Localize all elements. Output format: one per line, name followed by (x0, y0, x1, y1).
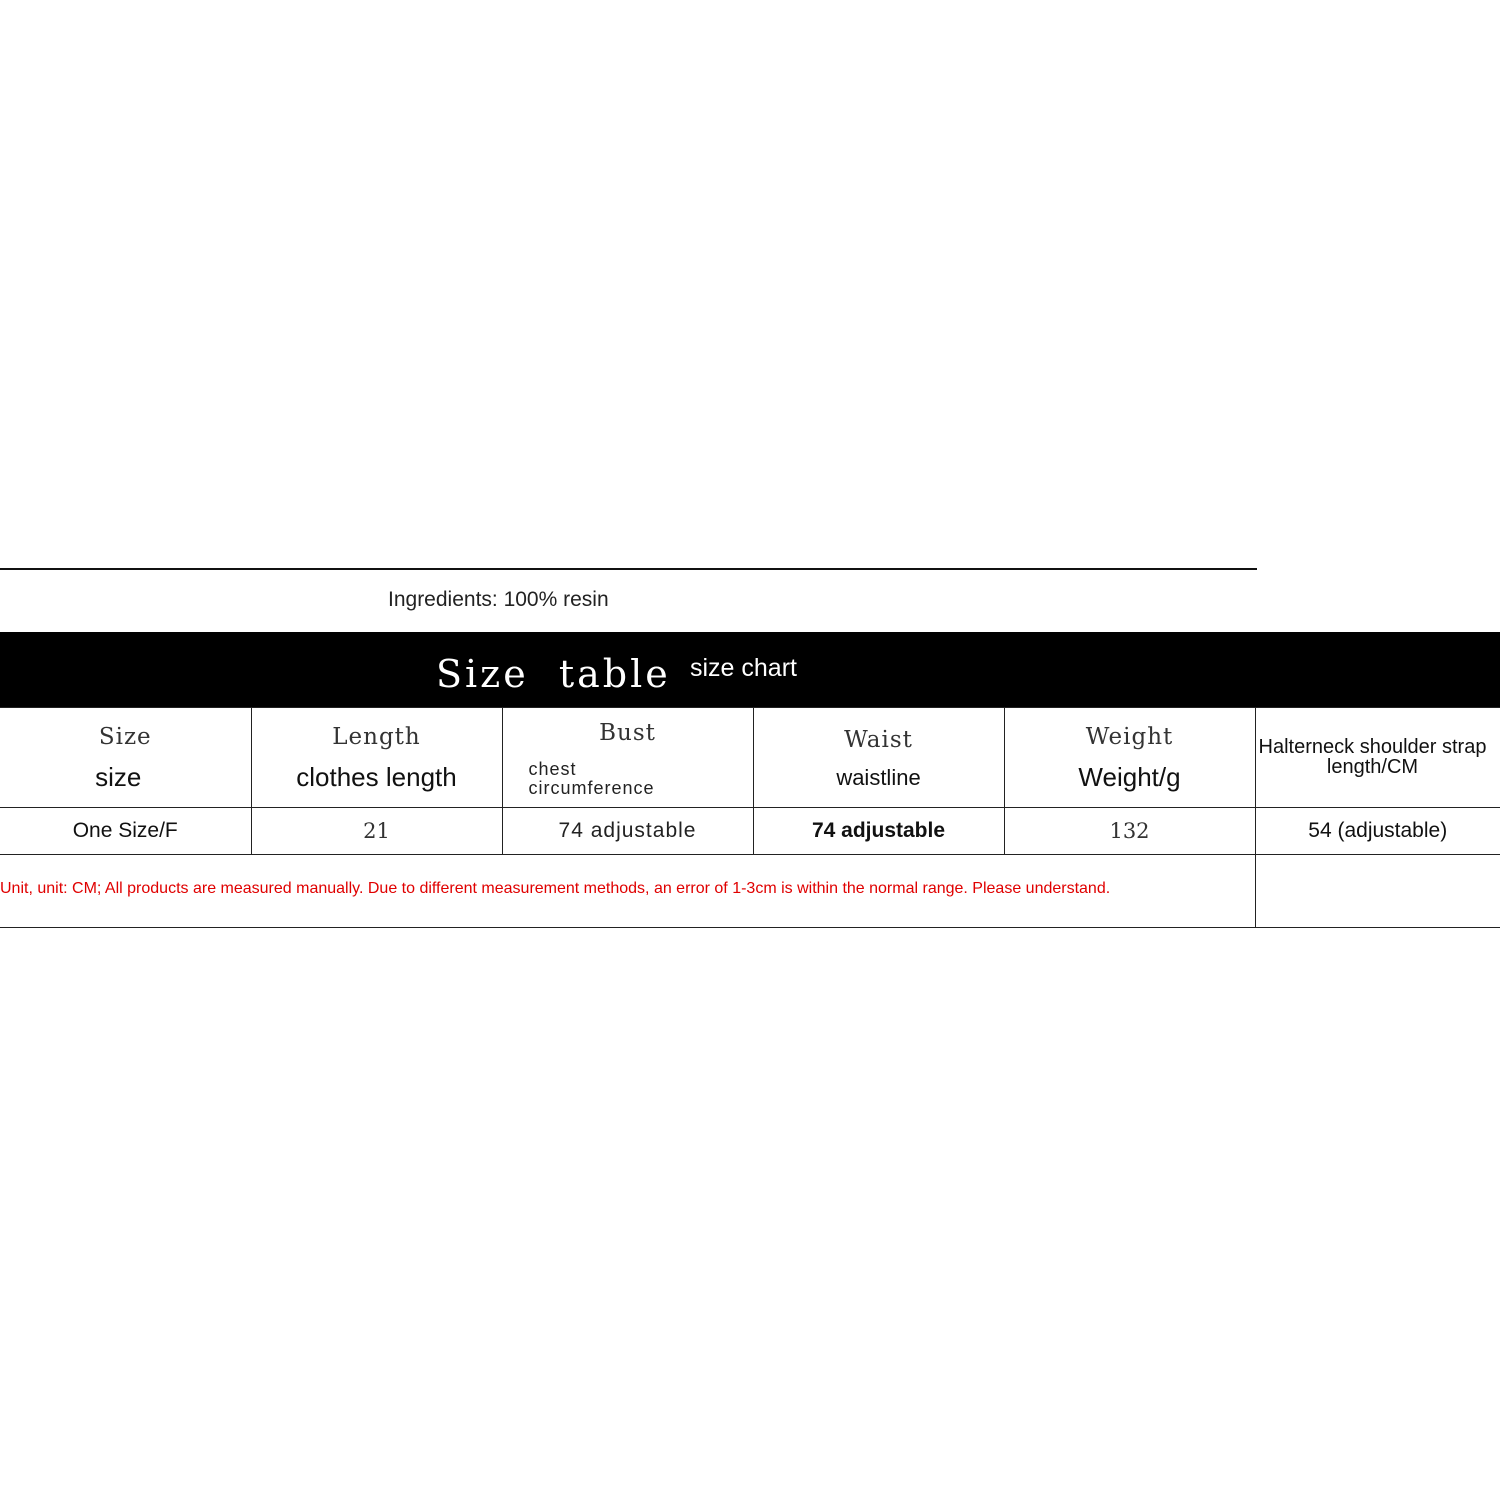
header-weight-sub: Weight/g (1078, 762, 1181, 792)
size-table-title: Size table (436, 652, 671, 696)
value-size: One Size/F (0, 808, 251, 855)
header-strap (1255, 708, 1500, 808)
table-row (0, 808, 1500, 855)
header-size-en: Size (98, 724, 152, 750)
note-row (0, 855, 1500, 928)
header-size-sub: size (95, 762, 142, 792)
note-empty-cell (1255, 855, 1500, 928)
header-length-en: Length (332, 724, 421, 750)
header-bust-sub: chest circumference (528, 758, 655, 798)
header-waist-sub: waistline (836, 764, 921, 790)
value-strap: 54 (adjustable) (1255, 808, 1500, 855)
header-size (0, 708, 251, 808)
header-row (0, 708, 1500, 808)
header-length (251, 708, 502, 808)
top-divider (0, 568, 1257, 570)
header-waist-en: Waist (844, 726, 913, 753)
header-bust (502, 708, 753, 808)
value-waist: 74 adjustable (753, 808, 1004, 855)
size-table (0, 707, 1500, 928)
value-weight: 132 (1004, 808, 1255, 855)
header-weight (1004, 708, 1255, 808)
size-chart-subtitle: size chart (690, 654, 797, 682)
header-waist (753, 708, 1004, 808)
note-cell (0, 855, 1255, 928)
header-weight-en: Weight (1085, 724, 1174, 750)
measurement-note: Unit, unit: CM; All products are measured manually. Due to different measurement methods, an error of 1-3cm is within the normal range. Please understand. (0, 880, 1111, 897)
header-length-sub: clothes length (296, 762, 457, 792)
ingredients-text: Ingredients: 100% resin (388, 588, 609, 611)
header-bust-en: Bust (599, 719, 656, 746)
value-bust: 74 adjustable (502, 808, 753, 855)
value-length: 21 (251, 808, 502, 855)
header-strap-label: Halterneck shoulder strap length/CM (1258, 736, 1487, 778)
